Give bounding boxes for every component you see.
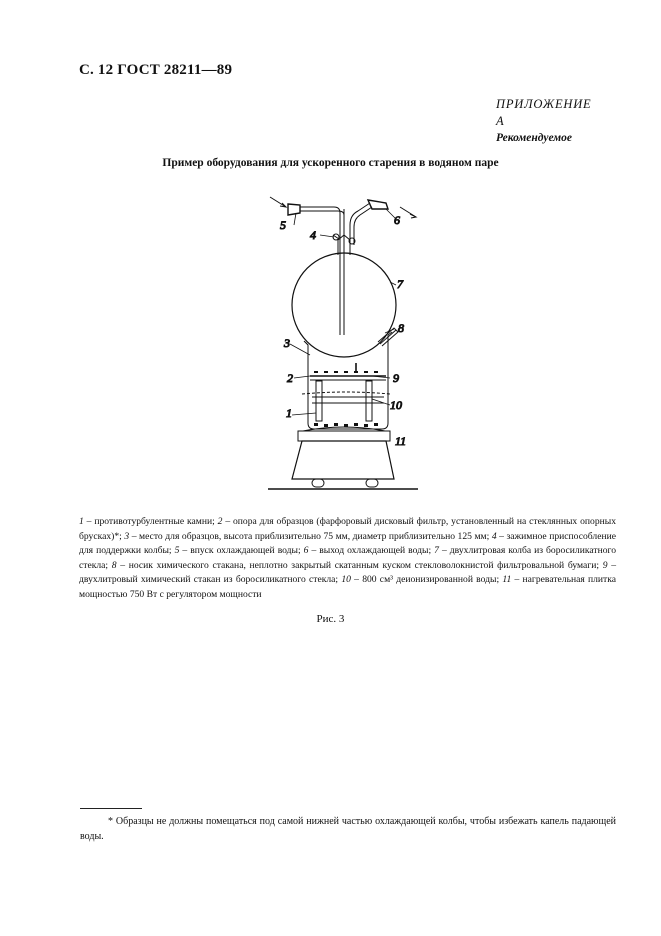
footnote-divider [80,808,142,809]
callout-2: 2 [287,371,293,385]
callout-10: 10 [390,398,402,412]
figure-caption: Рис. 3 [316,613,345,625]
legend-text-7: – двухлитровая колба из боросиликатного стекла; [79,545,616,571]
legend-text-1: – противотурбулентные камни; [83,516,218,527]
page-header: С. 12 ГОСТ 28211—89 [79,62,233,78]
callout-9: 9 [393,371,399,385]
legend-num-11: 11 [502,574,512,585]
legend-num-9: 9 [602,559,608,571]
legend-num-3: 3 [124,530,130,542]
flask [292,209,396,357]
callout-5: 5 [280,218,286,232]
callout-4: 4 [310,228,316,242]
legend-text-9: – двухлитровый химический стакан из боросиликатного стекла; [79,559,616,585]
callout-6: 6 [394,213,400,227]
callout-leaders [290,209,396,441]
legend-num-1: 1 [79,516,84,527]
legend-text-8: – носик химического стакана, неплотно закрытый скатанным куском стекловолокнистой фильтровальной бумаги; [116,559,603,571]
legend-num-4: 4 [491,530,497,542]
legend-text-3: – место для образцов, высота приблизительно 75 мм, диаметр приблизительно 125 мм; [129,530,492,542]
figure-title: Пример оборудования для ускоренного старения в водяном паре [162,157,499,169]
legend-text-6: – выход охлаждающей воды; [308,545,435,556]
water-inlet-tube [270,197,344,215]
apparatus-diagram [240,185,440,495]
callout-8: 8 [398,321,404,335]
legend-text-10: – 800 см³ деионизированной воды; [350,574,503,585]
appendix-title: ПРИЛОЖЕНИЕ А [496,97,592,128]
legend-num-10: 10 [341,574,351,585]
legend-text-4: – зажимное приспособление для поддержки колбы; [79,530,616,556]
legend-num-6: 6 [303,545,309,556]
legend-num-7: 7 [434,545,439,556]
callout-11: 11 [395,434,407,448]
footnote: * Образцы не должны помещаться под самой нижней частью охлаждающей колбы, чтобы избежать капель падающей воды. [80,816,616,842]
hot-plate [292,427,394,487]
figure-legend [79,515,616,602]
callout-1: 1 [286,406,292,420]
legend-text-11: – нагревательная плитка мощностью 750 Вт с регулятором мощности [79,574,616,600]
callout-7: 7 [397,277,403,291]
appendix-block [496,96,596,147]
legend-num-2: 2 [217,516,223,527]
legend-text-2: – опора для образцов (фарфоровый дисковый фильтр, установленный на стеклянных опорных брусках)*; [79,516,616,542]
callout-3: 3 [284,336,290,350]
water-outlet-tube [350,200,416,245]
legend-text-5: – впуск охлаждающей воды; [179,545,304,556]
appendix-subtitle: Рекомендуемое [496,132,572,144]
boiling-stones [314,423,378,427]
legend-num-5: 5 [174,545,180,556]
legend-num-8: 8 [111,559,117,571]
